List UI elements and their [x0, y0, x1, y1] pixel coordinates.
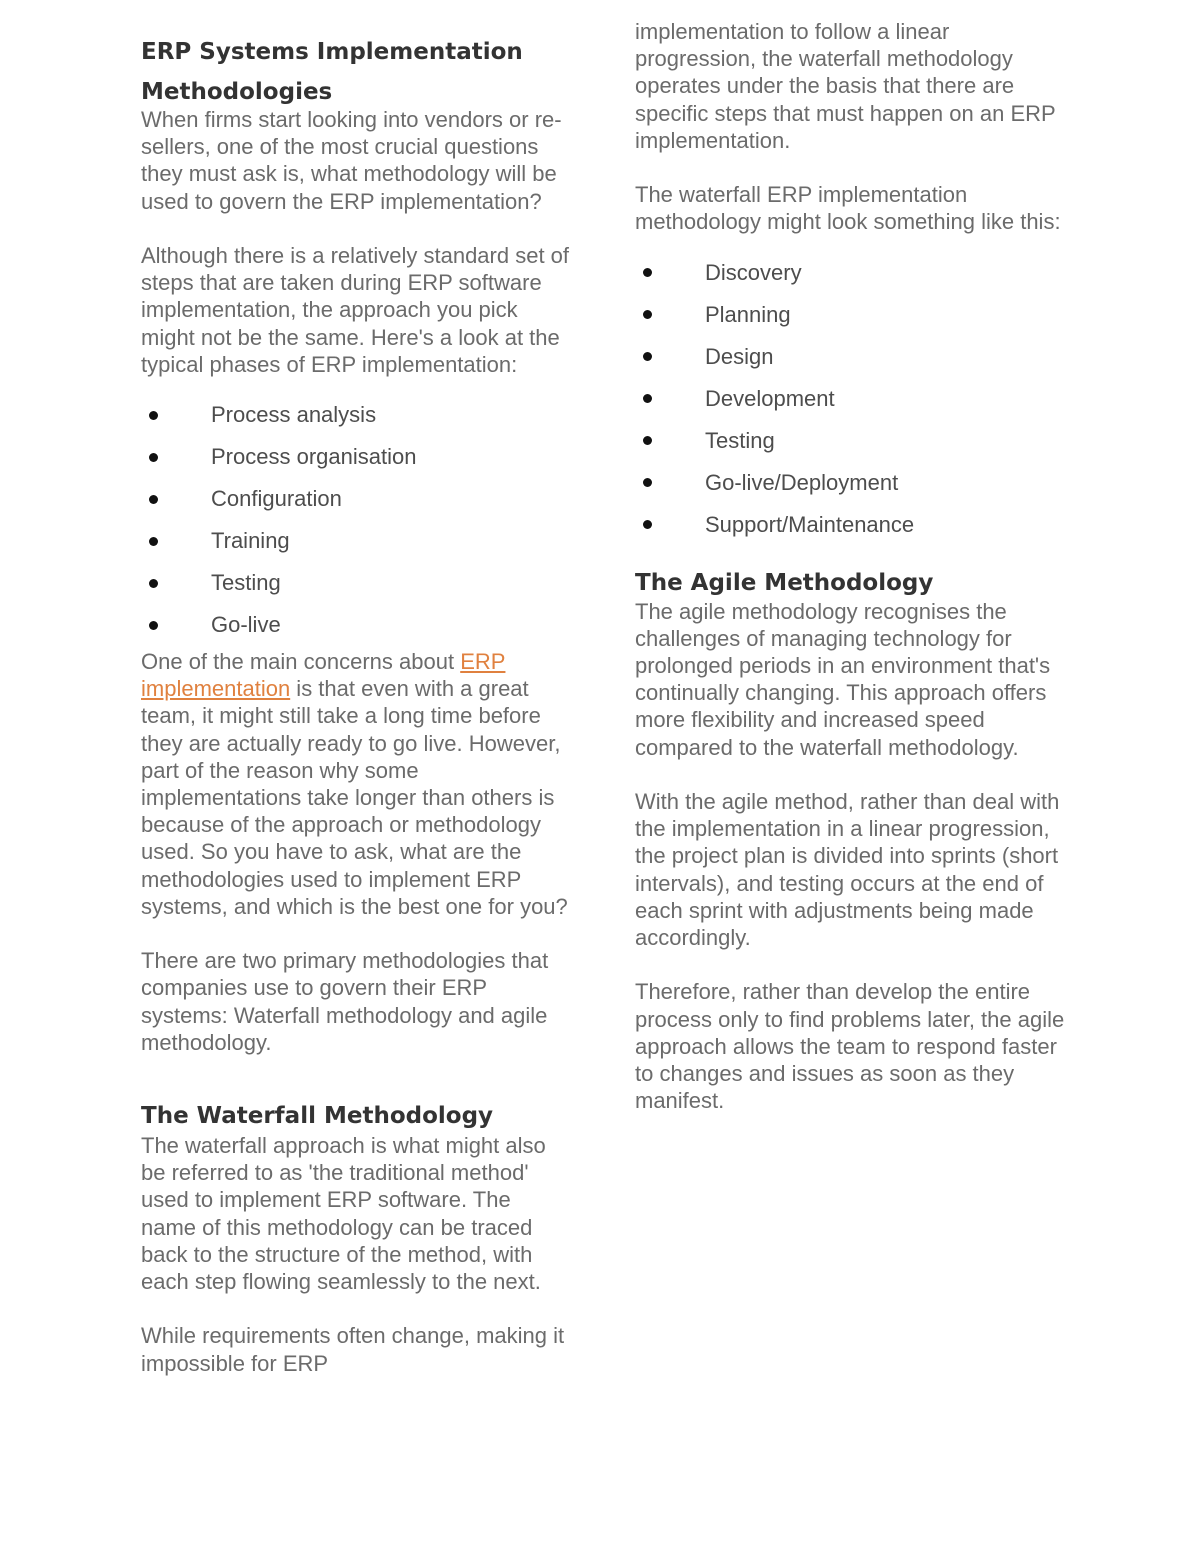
list-item-label: Discovery — [705, 259, 802, 285]
waterfall-paragraph-2-start: While requirements often change, making it impossible for ERP — [141, 1323, 565, 1376]
bullet-icon — [149, 495, 158, 504]
list-item-label: Testing — [705, 427, 775, 453]
agile-paragraph-3: Therefore, rather than develop the entire process only to find problems later, the agile approach allows the team to respond faster to changes and issues as soon as they manifest. — [635, 979, 1065, 1114]
bullet-icon — [643, 394, 652, 403]
bullet-icon — [149, 621, 158, 630]
list-item-label: Go-live — [211, 612, 281, 638]
list-item-label: Process analysis — [211, 402, 377, 428]
list-item — [635, 252, 1065, 294]
waterfall-paragraph-3: The waterfall ERP implementation methodology might look something like this: — [635, 182, 1061, 235]
page-title-line-2: Methodologies — [141, 79, 333, 105]
list-item — [635, 378, 1065, 420]
bullet-icon — [643, 520, 652, 529]
list-item-label: Training — [211, 528, 290, 554]
list-item — [635, 504, 1065, 546]
bullet-icon — [149, 537, 158, 546]
list-item-label: Development — [705, 385, 835, 411]
intro-paragraph-1: When firms start looking into vendors or re-sellers, one of the most crucial questions they must ask is, what methodology will be used to govern the ERP implementation? — [141, 107, 562, 214]
bullet-icon — [643, 436, 652, 445]
intro-paragraph-2: Although there is a relatively standard set of steps that are taken during ERP software implementation, the approach you pick might not be the same. Here's a look at the typical phases of ERP implementation: — [141, 243, 570, 377]
list-item-label: Design — [705, 343, 774, 369]
agile-heading: The Agile Methodology — [635, 569, 934, 596]
concerns-paragraph — [141, 648, 571, 920]
bullet-icon — [149, 453, 158, 462]
left-column — [141, 30, 571, 1377]
list-item — [141, 436, 571, 478]
bullet-icon — [643, 478, 652, 487]
waterfall-paragraph-1: The waterfall approach is what might also be referred to as 'the traditional method' used to implement ERP software. The name of this methodology can be traced back to the structure of the method, with each step flowing seamlessly to the next. — [141, 1133, 546, 1295]
waterfall-heading: The Waterfall Methodology — [141, 1103, 494, 1130]
list-item — [635, 294, 1065, 336]
bullet-icon — [149, 411, 158, 420]
waterfall-paragraph-2-continued: implementation to follow a linear progression, the waterfall methodology operates under the basis that there are specific steps that must happen on an ERP implementation. — [635, 19, 1056, 153]
list-item-label: Configuration — [211, 486, 342, 512]
list-item — [141, 520, 571, 562]
list-item — [141, 604, 571, 646]
list-item — [635, 462, 1065, 504]
page-title-line-1: ERP Systems Implementation — [141, 39, 523, 65]
list-item-label: Go-live/Deployment — [705, 469, 899, 495]
phases-list — [141, 394, 571, 646]
two-methodologies-paragraph: There are two primary methodologies that companies use to govern their ERP systems: Waterfall methodology and agile methodology. — [141, 948, 549, 1055]
list-item — [635, 420, 1065, 462]
agile-paragraph-1: The agile methodology recognises the challenges of managing technology for prolonged periods in an environment that's continually changing. This approach offers more flexibility and increased speed compared to the waterfall methodology. — [635, 598, 1051, 760]
bullet-icon — [643, 310, 652, 319]
concerns-text-before: One of the main concerns about — [141, 649, 461, 675]
list-item-label: Process organisation — [211, 444, 417, 470]
list-item-label: Support/Maintenance — [705, 511, 915, 537]
bullet-icon — [643, 352, 652, 361]
list-item-label: Testing — [211, 570, 281, 596]
list-item — [635, 336, 1065, 378]
waterfall-steps-list — [635, 252, 1065, 546]
bullet-icon — [643, 268, 652, 277]
list-item — [141, 562, 571, 604]
concerns-text-after: is that even with a great team, it might still take a long time before they are actually ready to go live. However, part of the reason why some implementations take longer than others is because of the approach or methodology used. So you have to ask, what are the methodologies used to implement ERP systems, and which is the best one for you? — [141, 676, 568, 919]
list-item — [141, 478, 571, 520]
list-item-label: Planning — [705, 301, 791, 327]
agile-paragraph-2: With the agile method, rather than deal with the implementation in a linear progression, the project plan is divided into sprints (short intervals), and testing occurs at the end of each sprint with adjustments being made accordingly. — [635, 789, 1060, 951]
erp-implementation-link[interactable]: ERP implementation — [141, 649, 506, 702]
bullet-icon — [149, 579, 158, 588]
right-column — [635, 18, 1065, 1114]
list-item — [141, 394, 571, 436]
